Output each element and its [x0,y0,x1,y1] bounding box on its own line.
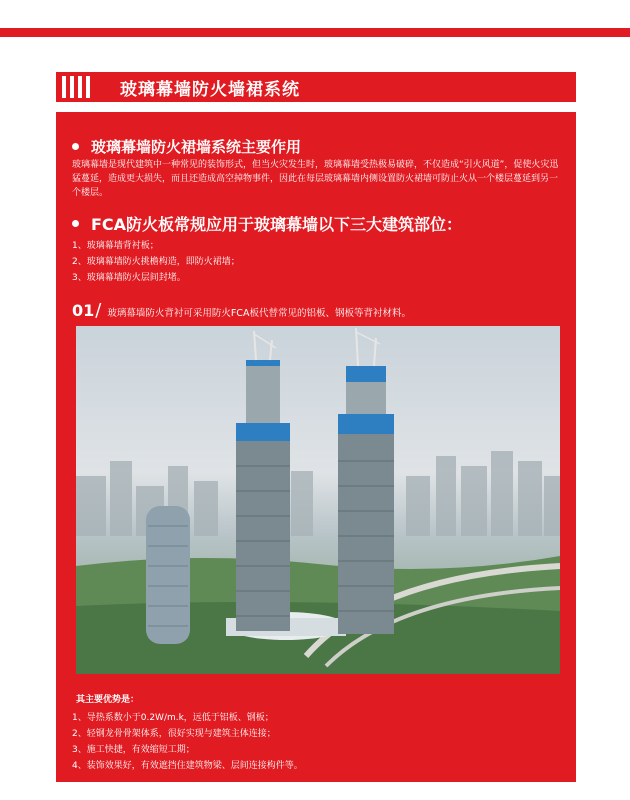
section2-heading [72,212,462,235]
advantages-list [72,710,552,774]
top-stripe [0,28,630,37]
point-text: 玻璃幕墙防火背衬可采用防火FCA板代替常见的铝板、钢板等背衬材料。 [107,308,411,319]
list-item: 3、施工快捷，有效缩短工期； [72,745,195,755]
title-bar [56,72,576,102]
list-item: 3、玻璃幕墙防火层间封堵。 [72,273,186,283]
list-item: 2、轻钢龙骨骨架体系，很好实现与建筑主体连接； [72,729,276,739]
point-slash: / [95,300,102,321]
building-photo [76,326,560,674]
list-item: 1、玻璃幕墙背衬板； [72,241,159,251]
section1-heading [72,136,301,157]
list-item: 2、玻璃幕墙防火挑檐构造，即防火裙墙； [72,257,240,267]
section1-paragraph: 玻璃幕墙是现代建筑中一种常见的装饰形式，但当火灾发生时，玻璃幕墙受热极易破碎，不仅造成“引火风道”，促使火灾迅猛蔓延，造成更大损失，而且还造成高空掉物事件，因此在每层玻璃幕墙内侧设置防火裙墙可防止火从一个楼层蔓延到另一个楼层。 [72,160,559,198]
section2-heading-text: FCA防火板常规应用于玻璃幕墙以下三大建筑部位： [91,215,463,234]
bullet-dot-icon [72,143,79,150]
application-list [72,238,552,286]
title-bar-decoration [62,76,94,98]
page-title: 玻璃幕墙防火墙裙系统 [120,79,300,100]
list-item: 1、导热系数小于0.2W/m.k，远低于铝板、钢板； [72,713,274,723]
content-panel [56,112,576,782]
point-01 [72,300,411,321]
advantages-heading: 其主要优势是： [76,695,140,705]
point-number: 01 [72,301,95,320]
list-item: 4、装饰效果好，有效遮挡住建筑物梁、层间连接构件等。 [72,761,303,771]
bullet-dot-icon [72,220,79,227]
skyscraper-illustration [76,326,560,674]
section1-heading-text: 玻璃幕墙防火裙墙系统主要作用 [91,138,302,156]
